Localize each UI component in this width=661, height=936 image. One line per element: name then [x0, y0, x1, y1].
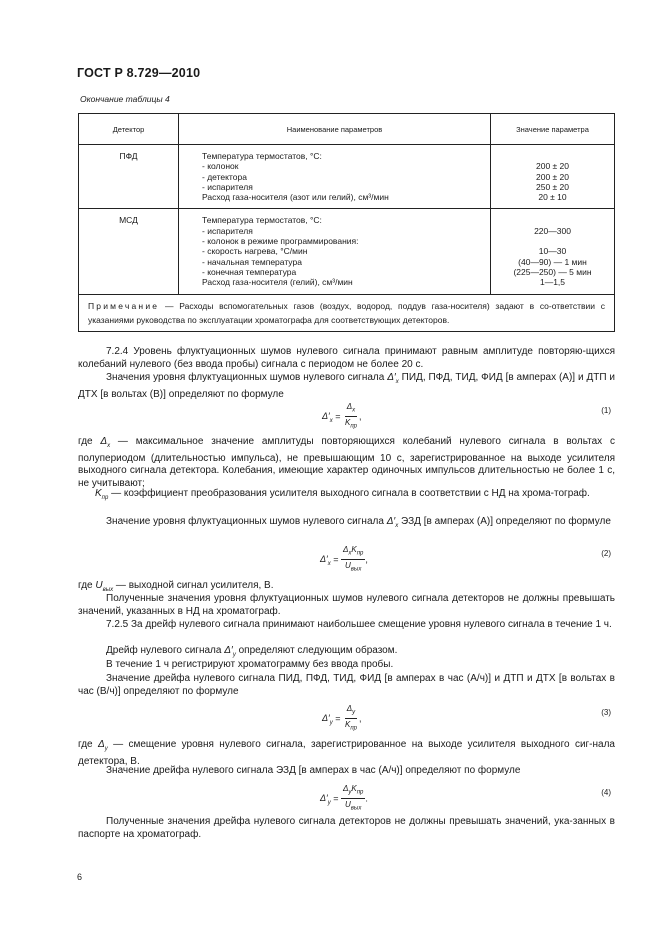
- value-line: 20 ± 10: [538, 192, 567, 203]
- paragraph-7-2-4: 7.2.4 Уровень флуктуационных шумов нулевого сигнала принимают равным амплитуде повторяю-щихся колебаний нулевого (без ввода пробы) сигнала с периодом не более 20 с.: [78, 346, 615, 370]
- note-label: Примечание: [88, 300, 160, 311]
- formula-3: $\Delta'_y$ = $\frac{\Delta_y}{K_{пр}}$ ,: [322, 704, 362, 732]
- paragraph: Полученные значения дрейфа нулевого сигнала детекторов не должны превышать значений, ука-занных в паспорте на хроматограф.: [78, 816, 615, 840]
- symbol-delta-x: $\Delta'_x$: [386, 516, 399, 529]
- param-line: - испарителя: [202, 225, 253, 236]
- value-line: [492, 151, 613, 161]
- param-line: - скорость нагрева, °С/мин: [202, 246, 308, 257]
- symbol-delta-y: $\Delta'_y$: [224, 645, 236, 658]
- table-note-row: [79, 294, 615, 331]
- column-header-detector: Детектор: [79, 114, 179, 145]
- page-number: 6: [77, 872, 83, 882]
- value-line: (40—90) — 1 мин: [518, 256, 587, 267]
- paragraph: Значение дрейфа нулевого сигнала ПИД, ПФД, ТИД, ФИД [в амперах в час (А/ч)] и ДТП и ДТХ [в вольтах в час (В/ч)] определяют по формуле: [78, 673, 615, 697]
- table-row: [79, 145, 615, 209]
- value-line: 1—1,5: [539, 277, 566, 288]
- param-line: Расход газа-носителя (азот или гелий), см³/мин: [202, 192, 389, 203]
- note-text: — Расходы вспомогательных газов (воздух, водород, поддув газа-носителя) задают в со-ответствии с указаниями руководства по эксплуатации хроматографа для соответствующих детекторов.: [88, 300, 605, 325]
- table-header-row: [79, 114, 615, 145]
- value-line: 250 ± 20: [535, 181, 570, 192]
- param-line: Температура термостатов, °С:: [202, 215, 322, 226]
- param-line: Расход газа-носителя (гелий), см³/мин: [202, 277, 353, 288]
- where-block-2: где $U_{вых}$ — выходной сигнал усилителя, В.: [78, 580, 274, 593]
- table-row: [79, 209, 615, 294]
- param-line: - испарителя: [202, 181, 253, 192]
- column-header-parameters: Наименование параметров: [179, 114, 491, 145]
- equation-number: (1): [601, 406, 611, 415]
- value-line: (225—250) — 5 мин: [513, 266, 592, 277]
- paragraph: Значения уровня флуктуационных шумов нулевого сигнала $\Delta'_x$ ПИД, ПФД, ТИД, ФИД [в амперах (А)] и ДТП и ДТХ [в вольтах (В)] определяют по формуле: [78, 372, 615, 400]
- param-line: - детектора: [202, 171, 247, 182]
- paragraph: Дрейф нулевого сигнала $\Delta'_y$ определяют следующим образом.: [106, 645, 398, 658]
- detector-cell: МСД: [119, 215, 138, 226]
- param-line: - колонок: [202, 161, 239, 172]
- symbol-delta-x: $\Delta'_x$: [387, 372, 399, 385]
- paragraph: В течение 1 ч регистрируют хроматограмму без ввода пробы.: [106, 659, 394, 670]
- table-note: [80, 296, 613, 330]
- param-line: - колонок в режиме программирования:: [202, 236, 359, 247]
- where-block-1: где $\Delta_x$ — максимальное значение амплитуды повторяющихся колебаний нулевого сигнала в вольтах с полупериодом (длительностью импульса), не превышающим 10 с, зарегистрированное на выходе усилителя выходного сигнала детектора. Колебания, имеющие характер одиночных импульсов длительностью не более 1 с, не учитывают;: [78, 436, 615, 489]
- value-line: [492, 236, 613, 246]
- value-line: 220—300: [534, 225, 571, 236]
- parameters-table: [78, 113, 615, 332]
- symbol-k-pr: $K_{пр}$: [95, 488, 109, 501]
- value-line: 200 ± 20: [535, 161, 570, 172]
- detector-cell: ПФД: [119, 151, 138, 161]
- paragraph: Значение дрейфа нулевого сигнала ЭЗД [в амперах в час (А/ч)] определяют по формуле: [106, 765, 521, 776]
- param-line: - начальная температура: [202, 256, 302, 267]
- where-block-k: $K_{пр}$ — коэффициент преобразования усилителя выходного сигнала в соответствии с НД на хрома-тограф.: [95, 488, 590, 501]
- symbol-delta-x: $\Delta_x$: [100, 436, 111, 449]
- param-line: Температура термостатов, °С:: [202, 151, 322, 161]
- paragraph: Значение уровня флуктуационных шумов нулевого сигнала $\Delta'_x$ ЭЗД [в амперах (А)] определяют по формуле: [106, 516, 611, 529]
- value-line: [492, 215, 613, 225]
- equation-number: (3): [601, 708, 611, 717]
- symbol-u-out: $U_{вых}$: [95, 580, 114, 593]
- value-line: 10—30: [538, 246, 567, 257]
- document-header: ГОСТ Р 8.729—2010: [77, 66, 201, 80]
- equation-number: (4): [601, 788, 611, 797]
- paragraph: Полученные значения уровня флуктуационных шумов нулевого сигнала детекторов не должны превышать значений, указанных в НД на хроматограф.: [78, 593, 615, 617]
- where-block-3: где $\Delta_y$ — смещение уровня нулевого сигнала, зарегистрированное на выходе усилителя выходного сиг-нала детектора, В.: [78, 739, 615, 767]
- equation-number: (2): [601, 549, 611, 558]
- value-line: 200 ± 20: [535, 171, 570, 182]
- column-header-value: Значение параметра: [491, 114, 615, 145]
- table-caption: Окончание таблицы 4: [80, 94, 170, 104]
- formula-2: $\Delta'_x$ = $\frac{\Delta_xK_{пр}}{U_{вых}}$ ,: [320, 545, 368, 573]
- formula-1: $\Delta'_x$ = $\frac{\Delta_x}{K_{пр}}$ ,: [322, 402, 362, 430]
- param-line: - конечная температура: [202, 266, 297, 277]
- paragraph-7-2-5: 7.2.5 За дрейф нулевого сигнала принимают наибольшее смещение уровня нулевого сигнала в течение 1 ч.: [106, 619, 612, 630]
- formula-4: $\Delta'_y$ = $\frac{\Delta_yK_{пр}}{U_{вых}}$ .: [320, 784, 368, 812]
- symbol-delta-y: $\Delta_y$: [97, 739, 108, 752]
